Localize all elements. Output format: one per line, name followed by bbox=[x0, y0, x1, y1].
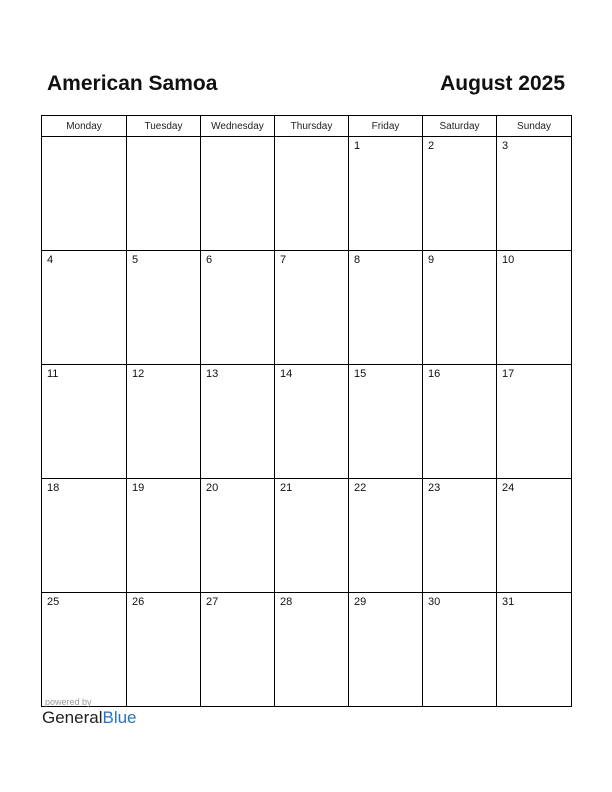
weekday-thursday: Thursday bbox=[275, 116, 349, 137]
week-row bbox=[42, 479, 572, 593]
day-cell: 15 bbox=[349, 365, 423, 479]
weekday-tuesday: Tuesday bbox=[127, 116, 201, 137]
day-cell: 13 bbox=[201, 365, 275, 479]
day-cell: 6 bbox=[201, 251, 275, 365]
day-cell: 11 bbox=[42, 365, 127, 479]
day-cell: 7 bbox=[275, 251, 349, 365]
generalblue-logo[interactable] bbox=[42, 697, 137, 728]
day-cell: 5 bbox=[127, 251, 201, 365]
day-cell: 3 bbox=[497, 137, 572, 251]
day-cell bbox=[127, 137, 201, 251]
day-cell: 19 bbox=[127, 479, 201, 593]
day-cell: 18 bbox=[42, 479, 127, 593]
day-cell: 9 bbox=[423, 251, 497, 365]
week-row bbox=[42, 365, 572, 479]
day-cell: 1 bbox=[349, 137, 423, 251]
day-cell: 21 bbox=[275, 479, 349, 593]
day-cell: 28 bbox=[275, 593, 349, 707]
day-cell: 12 bbox=[127, 365, 201, 479]
day-cell: 2 bbox=[423, 137, 497, 251]
day-cell: 25 bbox=[42, 593, 127, 707]
weekday-sunday: Sunday bbox=[497, 116, 572, 137]
day-cell: 17 bbox=[497, 365, 572, 479]
weekday-saturday: Saturday bbox=[423, 116, 497, 137]
calendar-grid bbox=[41, 115, 572, 707]
day-cell: 29 bbox=[349, 593, 423, 707]
weekday-monday: Monday bbox=[42, 116, 127, 137]
brand-name-blue: Blue bbox=[102, 708, 137, 727]
day-cell: 8 bbox=[349, 251, 423, 365]
weekday-header-row bbox=[42, 116, 572, 137]
month-title: August 2025 bbox=[440, 72, 565, 95]
day-cell: 16 bbox=[423, 365, 497, 479]
day-cell: 31 bbox=[497, 593, 572, 707]
day-cell bbox=[42, 137, 127, 251]
day-cell: 10 bbox=[497, 251, 572, 365]
weekday-wednesday: Wednesday bbox=[201, 116, 275, 137]
week-row bbox=[42, 137, 572, 251]
day-cell: 20 bbox=[201, 479, 275, 593]
powered-by-label: powered by bbox=[45, 697, 92, 707]
day-cell: 24 bbox=[497, 479, 572, 593]
day-cell: 30 bbox=[423, 593, 497, 707]
weekday-friday: Friday bbox=[349, 116, 423, 137]
week-row bbox=[42, 593, 572, 707]
brand-name bbox=[42, 708, 137, 728]
day-cell: 4 bbox=[42, 251, 127, 365]
day-cell bbox=[275, 137, 349, 251]
day-cell: 22 bbox=[349, 479, 423, 593]
day-cell: 14 bbox=[275, 365, 349, 479]
region-title: American Samoa bbox=[47, 72, 218, 95]
week-row bbox=[42, 251, 572, 365]
day-cell bbox=[201, 137, 275, 251]
brand-name-general: General bbox=[42, 708, 103, 727]
day-cell: 26 bbox=[127, 593, 201, 707]
day-cell: 23 bbox=[423, 479, 497, 593]
day-cell: 27 bbox=[201, 593, 275, 707]
